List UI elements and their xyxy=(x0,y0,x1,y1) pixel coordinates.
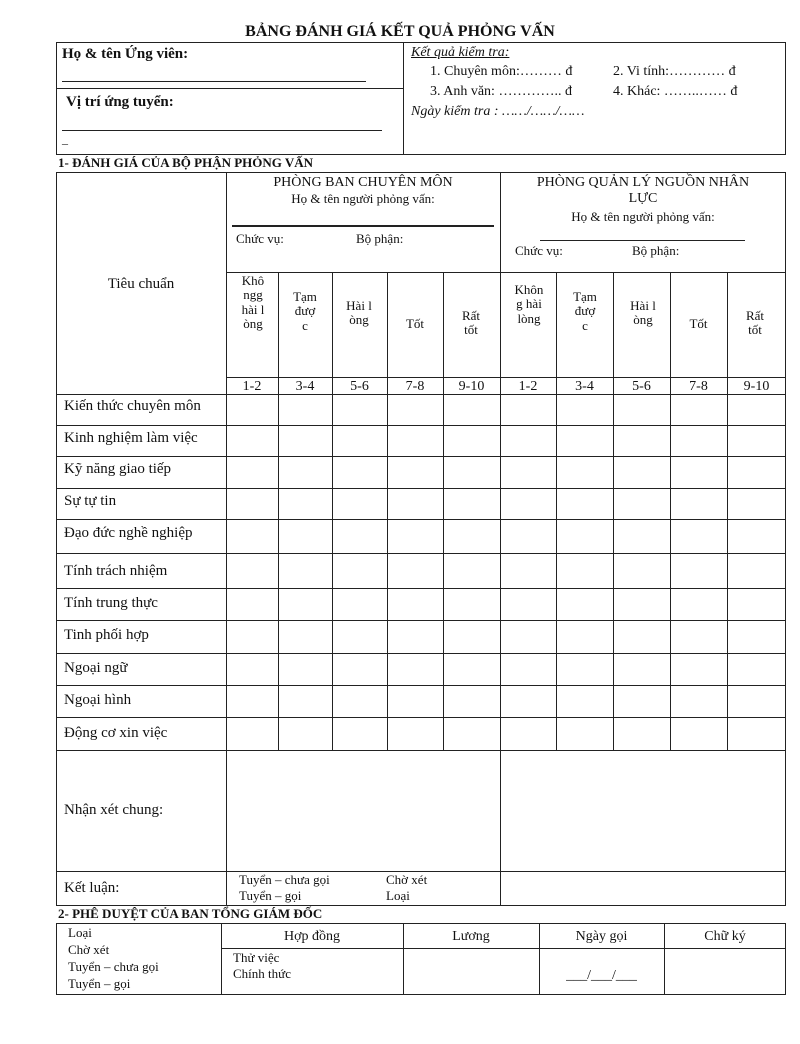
position-label: Vị trí ứng tuyển: xyxy=(66,94,174,110)
criterion-label: Kinh nghiệm làm việc xyxy=(64,430,198,446)
dept-b-title-line2: LỰC xyxy=(628,191,658,206)
criterion-label: Sự tự tin xyxy=(64,493,117,509)
salary-header: Lương xyxy=(452,929,490,944)
approval-option-hired-called[interactable]: Tuyển – gọi xyxy=(68,976,131,991)
general-comment-field-a[interactable] xyxy=(227,751,499,870)
section1-title: 1- ĐÁNH GIÁ CỦA BỘ PHẬN PHỎNG VẤN xyxy=(58,155,314,170)
form-title: BẢNG ĐÁNH GIÁ KẾT QUẢ PHỎNG VẤN xyxy=(245,23,555,40)
contract-official-option[interactable]: Chính thức xyxy=(233,966,291,981)
criterion-label: Động cơ xin việc xyxy=(64,725,168,741)
conclusion-label: Kết luận: xyxy=(64,880,120,896)
criterion-label: Kiến thức chuyên môn xyxy=(64,398,201,414)
approval-option-rejected[interactable]: Loại xyxy=(68,925,92,940)
call-date-field[interactable]: ___/___/___ xyxy=(566,968,637,983)
approval-option-pending[interactable]: Chờ xét xyxy=(68,942,110,957)
criteria-header: Tiêu chuẩn xyxy=(107,276,175,292)
criterion-label: Ngoại ngữ xyxy=(64,660,128,676)
score-range: 7-8 xyxy=(689,379,708,394)
rating-label: Tạm được xyxy=(293,289,317,333)
rating-label: Tốt xyxy=(689,316,708,331)
test-result-other[interactable]: 4. Khác: ……..…… đ xyxy=(613,84,738,99)
candidate-name-label: Họ & tên Ứng viên: xyxy=(62,46,189,62)
criterion-label: Đạo đức nghề nghiệp xyxy=(64,525,193,541)
test-result-specialty[interactable]: 1. Chuyên môn:……… đ xyxy=(430,64,573,79)
approval-option-hired-not-called[interactable]: Tuyển – chưa gọi xyxy=(68,959,159,974)
score-range: 5-6 xyxy=(632,379,651,394)
rating-label: Rất tốt xyxy=(461,308,481,338)
dept-a-position-label: Chức vụ: xyxy=(236,231,284,246)
score-range: 7-8 xyxy=(405,379,425,394)
conclusion-option-hired-called[interactable]: Tuyển – gọi xyxy=(239,888,302,903)
rating-label: Tốt xyxy=(405,316,425,331)
dept-b-title-line1: PHÒNG QUẢN LÝ NGUỒN NHÂN xyxy=(536,175,750,190)
rating-label: Hài lòng xyxy=(346,298,372,328)
position-field[interactable] xyxy=(62,130,382,131)
score-range: 1-2 xyxy=(242,379,262,394)
dept-a-title: PHÒNG BAN CHUYÊN MÔN xyxy=(273,175,453,190)
dept-a-interviewer-label: Họ & tên người phỏng vấn: xyxy=(291,191,435,206)
criterion-label: Tinh phối hợp xyxy=(64,627,149,643)
criterion-label: Ngoại hình xyxy=(64,692,132,708)
criterion-label: Tính trách nhiệm xyxy=(64,563,168,579)
score-range: 1-2 xyxy=(518,379,538,394)
dept-b-position-label: Chức vụ: xyxy=(515,243,563,258)
dept-a-interviewer-field[interactable] xyxy=(232,225,494,227)
contract-header: Hợp đồng xyxy=(283,929,340,944)
dept-b-interviewer-field[interactable] xyxy=(540,240,745,241)
score-range: 3-4 xyxy=(295,379,315,394)
call-date-header: Ngày gọi xyxy=(575,929,628,944)
score-range: 5-6 xyxy=(350,379,369,394)
dept-a-department-label: Bộ phận: xyxy=(356,231,404,246)
section2-title: 2- PHÊ DUYỆT CỦA BAN TỔNG GIÁM ĐỐC xyxy=(58,906,323,921)
general-comment-label: Nhận xét chung: xyxy=(64,802,164,818)
score-range: 9-10 xyxy=(458,379,485,394)
score-range: 3-4 xyxy=(575,379,594,394)
dept-b-department-label: Bộ phận: xyxy=(632,243,680,258)
general-comment-field-b[interactable] xyxy=(501,751,785,870)
candidate-name-field[interactable] xyxy=(62,81,366,82)
rating-label: Tạm được xyxy=(573,289,597,333)
conclusion-option-pending[interactable]: Chờ xét xyxy=(386,872,428,887)
signature-header: Chữ ký xyxy=(704,929,746,944)
rating-label: Khôngg hài lòng xyxy=(241,273,265,331)
rating-label: Hài lòng xyxy=(630,298,656,328)
contract-trial-option[interactable]: Thử việc xyxy=(233,950,280,965)
criterion-label: Kỹ năng giao tiếp xyxy=(64,461,172,477)
rating-label: Rất tốt xyxy=(745,308,765,338)
score-range: 9-10 xyxy=(743,379,770,394)
salary-field[interactable] xyxy=(404,949,538,994)
rating-label: Không hài lòng xyxy=(514,282,544,326)
dept-b-interviewer-label: Họ & tên người phỏng vấn: xyxy=(571,209,715,224)
test-result-english[interactable]: 3. Anh văn: ………….. đ xyxy=(430,84,572,99)
conclusion-option-rejected[interactable]: Loại xyxy=(386,888,410,903)
signature-field[interactable] xyxy=(665,949,785,994)
conclusion-option-hired-not-called[interactable]: Tuyển – chưa gọi xyxy=(239,872,330,887)
criterion-label: Tính trung thực xyxy=(64,595,158,611)
test-results-title: Kết quả kiểm tra: xyxy=(411,45,510,60)
position-extra-mark: _ xyxy=(62,132,68,146)
test-date[interactable]: Ngày kiểm tra : ……/……/…… xyxy=(411,104,585,119)
test-result-computer[interactable]: 2. Vi tính:………… đ xyxy=(613,64,736,79)
